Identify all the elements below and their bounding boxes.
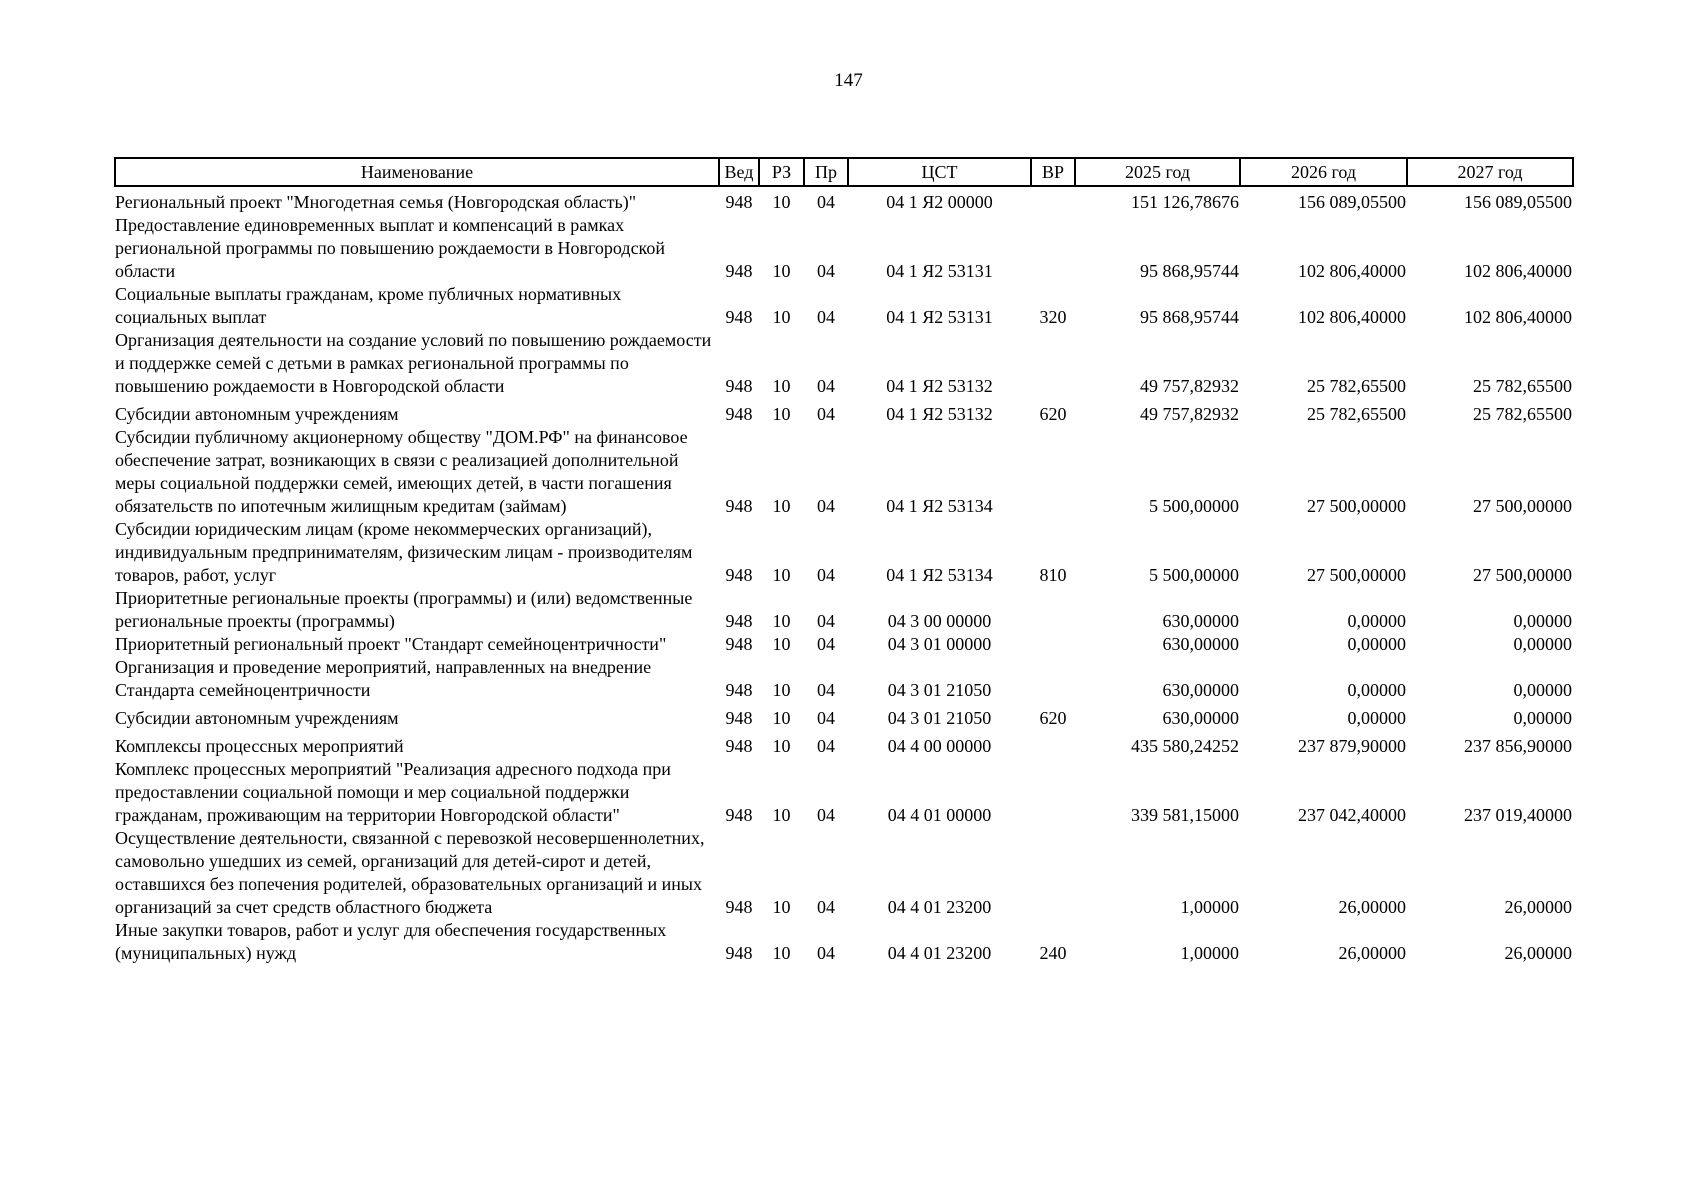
row-cst: 04 1 Я2 53134: [886, 496, 993, 516]
row-cst: 04 4 01 00000: [887, 805, 992, 825]
row-2027: 0,00000: [1513, 634, 1572, 654]
row-2025: 339 581,15000: [1131, 805, 1239, 825]
table-row: [115, 398, 1573, 426]
row-2026: 26,00000: [1338, 897, 1406, 917]
row-cst: 04 1 Я2 53132: [886, 376, 993, 396]
row-pr: 04: [817, 376, 835, 396]
row-pr: 04: [817, 897, 835, 917]
table-row: [115, 656, 1573, 702]
row-ved: 948: [725, 404, 753, 424]
row-2025: 151 126,78676: [1131, 192, 1239, 212]
row-2027: 25 782,65500: [1473, 376, 1572, 396]
row-rz: 10: [772, 943, 791, 963]
row-ved: 948: [725, 736, 753, 756]
row-vr: [1031, 758, 1075, 827]
header-2025: 2025 год: [1075, 158, 1240, 186]
header-2026: 2026 год: [1240, 158, 1407, 186]
row-pr: 04: [817, 680, 835, 700]
row-2026: 27 500,00000: [1307, 565, 1406, 585]
row-name: Организация деятельности на создание условий по повышению рождаемости и поддержке семей с детьми в рамках региональной программы по повышению рождаемости в Новгородской области: [115, 330, 712, 396]
row-rz: 10: [772, 736, 791, 756]
row-name: Субсидии публичному акционерному обществу "ДОМ.РФ" на финансовое обеспечение затрат, возникающих в связи с реализацией дополнительной меры социальной поддержки семей, имеющих детей, в части погашения обязательств по ипотечным жилищным кредитам (займам): [115, 427, 688, 516]
row-pr: 04: [817, 307, 835, 327]
table-row: [115, 730, 1573, 758]
row-2027: 26,00000: [1504, 897, 1572, 917]
row-cst: 04 4 01 23200: [887, 943, 992, 963]
row-vr: 620: [1039, 708, 1067, 728]
row-name: Субсидии автономным учреждениям: [115, 708, 399, 728]
row-ved: 948: [725, 376, 753, 396]
row-2027: 0,00000: [1513, 708, 1572, 728]
row-cst: 04 4 00 00000: [887, 736, 992, 756]
row-name: Иные закупки товаров, работ и услуг для обеспечения государственных (муниципальных) нужд: [115, 920, 667, 963]
row-cst: 04 1 Я2 53134: [886, 565, 993, 585]
row-2027: 26,00000: [1504, 943, 1572, 963]
row-cst: 04 3 00 00000: [887, 611, 992, 631]
row-pr: 04: [817, 496, 835, 516]
row-ved: 948: [725, 307, 753, 327]
row-ved: 948: [725, 611, 753, 631]
row-vr: [1031, 730, 1075, 758]
header-cst: ЦСТ: [848, 158, 1031, 186]
row-2025: 95 868,95744: [1140, 261, 1239, 281]
row-ved: 948: [725, 805, 753, 825]
row-vr: 240: [1039, 943, 1067, 963]
row-cst: 04 3 01 00000: [887, 634, 992, 654]
row-rz: 10: [772, 708, 791, 728]
row-2027: 237 856,90000: [1464, 736, 1572, 756]
row-ved: 948: [725, 261, 753, 281]
header-pr: Пр: [804, 158, 848, 186]
row-pr: 04: [817, 611, 835, 631]
row-rz: 10: [772, 404, 791, 424]
table-row: [115, 214, 1573, 283]
row-2026: 26,00000: [1338, 943, 1406, 963]
row-2027: 102 806,40000: [1464, 307, 1572, 327]
row-name: Организация и проведение мероприятий, направленных на внедрение Стандарта семейноцентричности: [115, 657, 652, 700]
row-vr: 620: [1039, 404, 1067, 424]
row-name: Комплексы процессных мероприятий: [115, 736, 404, 756]
row-2026: 102 806,40000: [1298, 307, 1406, 327]
row-rz: 10: [772, 565, 791, 585]
row-cst: 04 1 Я2 53132: [886, 404, 993, 424]
row-name: Осуществление деятельности, связанной с перевозкой несовершеннолетних, самовольно ушедших из семей, организаций для детей-сирот и детей, оставшихся без попечения родителей, образовательных организаций и иных организаций за счет средств областного бюджета: [115, 828, 705, 917]
row-2025: 1,00000: [1180, 943, 1239, 963]
header-ved: Вед: [719, 158, 759, 186]
table-row: [115, 587, 1573, 633]
row-name: Приоритетные региональные проекты (программы) и (или) ведомственные региональные проекты (программы): [115, 588, 693, 631]
row-ved: 948: [725, 634, 753, 654]
row-pr: 04: [817, 943, 835, 963]
row-rz: 10: [772, 261, 791, 281]
row-2026: 102 806,40000: [1298, 261, 1406, 281]
row-name: Региональный проект "Многодетная семья (Новгородская область)": [115, 192, 637, 212]
row-rz: 10: [772, 611, 791, 631]
table-row: [115, 919, 1573, 965]
table-row: [115, 186, 1573, 214]
row-2026: 0,00000: [1347, 680, 1406, 700]
row-2026: 25 782,65500: [1307, 404, 1406, 424]
row-ved: 948: [725, 192, 753, 212]
row-2026: 156 089,05500: [1298, 192, 1406, 212]
row-rz: 10: [772, 496, 791, 516]
row-pr: 04: [817, 565, 835, 585]
row-cst: 04 1 Я2 53131: [886, 261, 993, 281]
row-ved: 948: [725, 496, 753, 516]
row-pr: 04: [817, 708, 835, 728]
row-vr: [1031, 827, 1075, 919]
table-row: [115, 758, 1573, 827]
row-vr: 810: [1039, 565, 1067, 585]
row-name: Субсидии юридическим лицам (кроме некоммерческих организаций), индивидуальным предпринимателям, физическим лицам - производителям товаров, работ, услуг: [115, 519, 693, 585]
page-number: 147: [834, 70, 863, 91]
row-rz: 10: [772, 805, 791, 825]
row-2025: 630,00000: [1162, 634, 1239, 654]
row-pr: 04: [817, 404, 835, 424]
row-pr: 04: [817, 192, 835, 212]
row-2026: 0,00000: [1347, 634, 1406, 654]
row-2027: 0,00000: [1513, 611, 1572, 631]
row-name: Субсидии автономным учреждениям: [115, 404, 399, 424]
row-2027: 25 782,65500: [1473, 404, 1572, 424]
table-row: [115, 329, 1573, 398]
header-rz: РЗ: [759, 158, 804, 186]
row-vr: [1031, 426, 1075, 518]
row-2025: 630,00000: [1162, 611, 1239, 631]
row-pr: 04: [817, 634, 835, 654]
row-name: Социальные выплаты гражданам, кроме публичных нормативных социальных выплат: [115, 284, 622, 327]
row-2027: 27 500,00000: [1473, 496, 1572, 516]
table-row: [115, 518, 1573, 587]
header-name: Наименование: [115, 158, 719, 186]
row-rz: 10: [772, 376, 791, 396]
table-row: [115, 827, 1573, 919]
row-name: Комплекс процессных мероприятий "Реализация адресного подхода при предоставлении социальной помощи и мер социальной поддержки гражданам, проживающим на территории Новгородской области": [115, 759, 671, 825]
row-pr: 04: [817, 261, 835, 281]
row-2026: 0,00000: [1347, 708, 1406, 728]
row-2025: 5 500,00000: [1149, 565, 1239, 585]
row-2027: 237 019,40000: [1464, 805, 1572, 825]
row-rz: 10: [772, 192, 791, 212]
row-2025: 95 868,95744: [1140, 307, 1239, 327]
row-2026: 25 782,65500: [1307, 376, 1406, 396]
row-rz: 10: [772, 680, 791, 700]
row-rz: 10: [772, 897, 791, 917]
row-cst: 04 1 Я2 00000: [886, 192, 993, 212]
row-2025: 435 580,24252: [1131, 736, 1239, 756]
table-row: [115, 426, 1573, 518]
row-2027: 102 806,40000: [1464, 261, 1572, 281]
row-rz: 10: [772, 307, 791, 327]
row-cst: 04 3 01 21050: [887, 708, 992, 728]
row-vr: [1031, 214, 1075, 283]
row-name: Предоставление единовременных выплат и компенсаций в рамках региональной программы по повышению рождаемости в Новгородской области: [115, 215, 666, 281]
table-header-row: [115, 158, 1573, 186]
row-2026: 0,00000: [1347, 611, 1406, 631]
row-2025: 49 757,82932: [1140, 404, 1239, 424]
budget-table: [114, 157, 1574, 965]
row-2026: 237 042,40000: [1298, 805, 1406, 825]
row-vr: [1031, 633, 1075, 656]
row-ved: 948: [725, 708, 753, 728]
row-2027: 27 500,00000: [1473, 565, 1572, 585]
row-ved: 948: [725, 680, 753, 700]
row-name: Приоритетный региональный проект "Стандарт семейноцентричности": [115, 634, 667, 654]
row-2025: 630,00000: [1162, 708, 1239, 728]
row-2026: 27 500,00000: [1307, 496, 1406, 516]
row-cst: 04 3 01 21050: [887, 680, 992, 700]
row-2025: 630,00000: [1162, 680, 1239, 700]
row-2027: 156 089,05500: [1464, 192, 1572, 212]
row-vr: [1031, 587, 1075, 633]
row-2025: 1,00000: [1180, 897, 1239, 917]
row-vr: [1031, 329, 1075, 398]
row-ved: 948: [725, 565, 753, 585]
header-vr: ВР: [1031, 158, 1075, 186]
row-rz: 10: [772, 634, 791, 654]
row-2027: 0,00000: [1513, 680, 1572, 700]
row-pr: 04: [817, 736, 835, 756]
row-cst: 04 4 01 23200: [887, 897, 992, 917]
row-vr: [1031, 656, 1075, 702]
row-vr: [1031, 186, 1075, 214]
row-cst: 04 1 Я2 53131: [886, 307, 993, 327]
row-vr: 320: [1039, 307, 1067, 327]
table-row: [115, 702, 1573, 730]
row-pr: 04: [817, 805, 835, 825]
table-row: [115, 283, 1573, 329]
row-2025: 49 757,82932: [1140, 376, 1239, 396]
row-2026: 237 879,90000: [1298, 736, 1406, 756]
table-row: [115, 633, 1573, 656]
row-2025: 5 500,00000: [1149, 496, 1239, 516]
header-2027: 2027 год: [1407, 158, 1573, 186]
row-ved: 948: [725, 897, 753, 917]
row-ved: 948: [725, 943, 753, 963]
